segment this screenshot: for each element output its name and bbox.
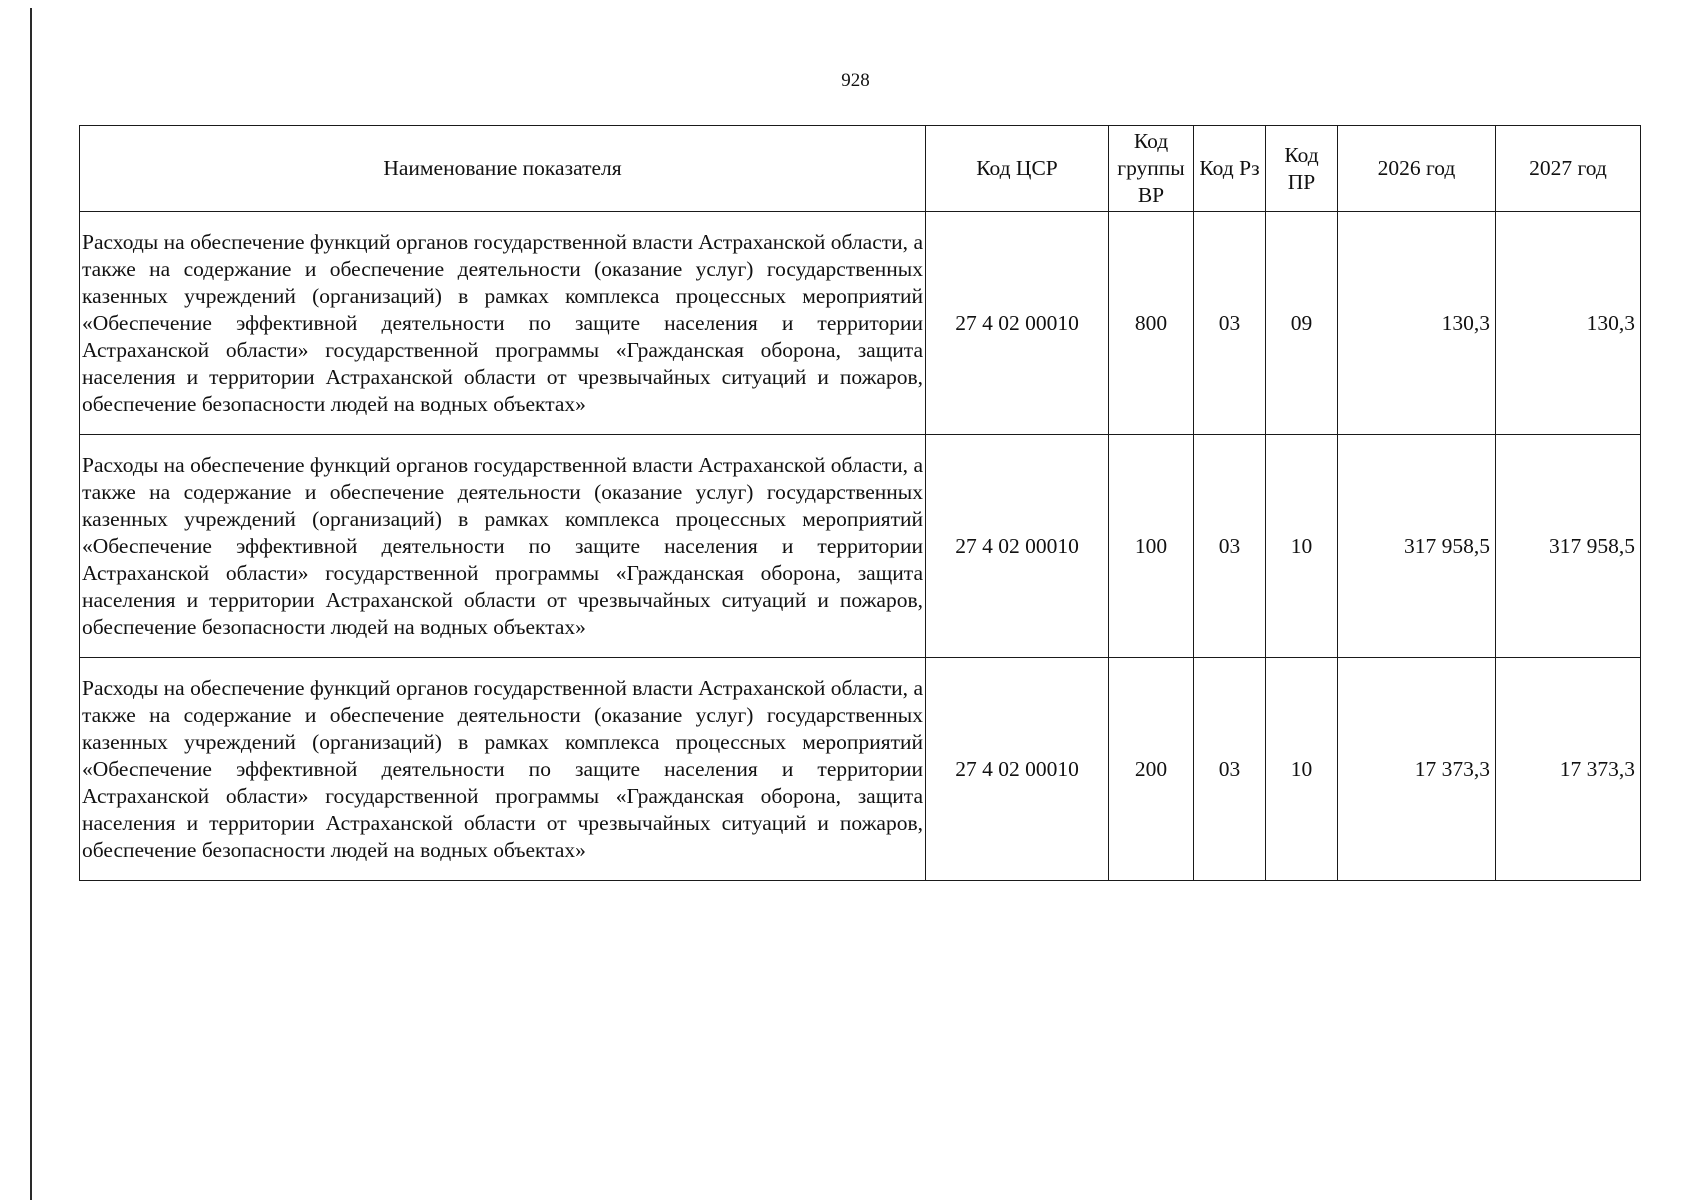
row-csr: 27 4 02 00010 xyxy=(926,658,1109,881)
table-header-row xyxy=(80,126,1641,212)
row-vr: 800 xyxy=(1109,212,1194,435)
row-pr: 10 xyxy=(1266,658,1338,881)
row-vr: 200 xyxy=(1109,658,1194,881)
header-2027: 2027 год xyxy=(1496,126,1641,212)
row-name: Расходы на обеспечение функций органов государственной власти Астраханской области, а также на содержание и обеспечение деятельности (оказание услуг) государственных казенных учреждений (организаций) в рамках комплекса процессных мероприятий «Обеспечение эффективной деятельности по защите населения и территории Астраханской области» государственной программы «Гражданская оборона, защита населения и территории Астраханской области от чрезвычайных ситуаций и пожаров, обеспечение безопасности людей на водных объектах» xyxy=(80,435,926,658)
row-2026: 17 373,3 xyxy=(1338,658,1496,881)
row-rz: 03 xyxy=(1194,212,1266,435)
row-2026: 317 958,5 xyxy=(1338,435,1496,658)
row-name: Расходы на обеспечение функций органов государственной власти Астраханской области, а также на содержание и обеспечение деятельности (оказание услуг) государственных казенных учреждений (организаций) в рамках комплекса процессных мероприятий «Обеспечение эффективной деятельности по защите населения и территории Астраханской области» государственной программы «Гражданская оборона, защита населения и территории Астраханской области от чрезвычайных ситуаций и пожаров, обеспечение безопасности людей на водных объектах» xyxy=(80,658,926,881)
budget-table xyxy=(79,125,1641,881)
header-2026: 2026 год xyxy=(1338,126,1496,212)
table-row xyxy=(80,658,1641,881)
table-row xyxy=(80,212,1641,435)
row-2026: 130,3 xyxy=(1338,212,1496,435)
row-rz: 03 xyxy=(1194,435,1266,658)
binding-margin-line xyxy=(30,8,32,1200)
row-2027: 317 958,5 xyxy=(1496,435,1641,658)
page-number: 928 xyxy=(841,70,870,91)
row-rz: 03 xyxy=(1194,658,1266,881)
row-pr: 09 xyxy=(1266,212,1338,435)
header-rz: Код Рз xyxy=(1194,126,1266,212)
row-vr: 100 xyxy=(1109,435,1194,658)
header-csr: Код ЦСР xyxy=(926,126,1109,212)
row-csr: 27 4 02 00010 xyxy=(926,435,1109,658)
row-2027: 17 373,3 xyxy=(1496,658,1641,881)
row-name: Расходы на обеспечение функций органов государственной власти Астраханской области, а также на содержание и обеспечение деятельности (оказание услуг) государственных казенных учреждений (организаций) в рамках комплекса процессных мероприятий «Обеспечение эффективной деятельности по защите населения и территории Астраханской области» государственной программы «Гражданская оборона, защита населения и территории Астраханской области от чрезвычайных ситуаций и пожаров, обеспечение безопасности людей на водных объектах» xyxy=(80,212,926,435)
row-pr: 10 xyxy=(1266,435,1338,658)
row-csr: 27 4 02 00010 xyxy=(926,212,1109,435)
row-2027: 130,3 xyxy=(1496,212,1641,435)
header-name: Наименование показателя xyxy=(80,126,926,212)
table-row xyxy=(80,435,1641,658)
header-vr: Код группы ВР xyxy=(1109,126,1194,212)
header-pr: Код ПР xyxy=(1266,126,1338,212)
